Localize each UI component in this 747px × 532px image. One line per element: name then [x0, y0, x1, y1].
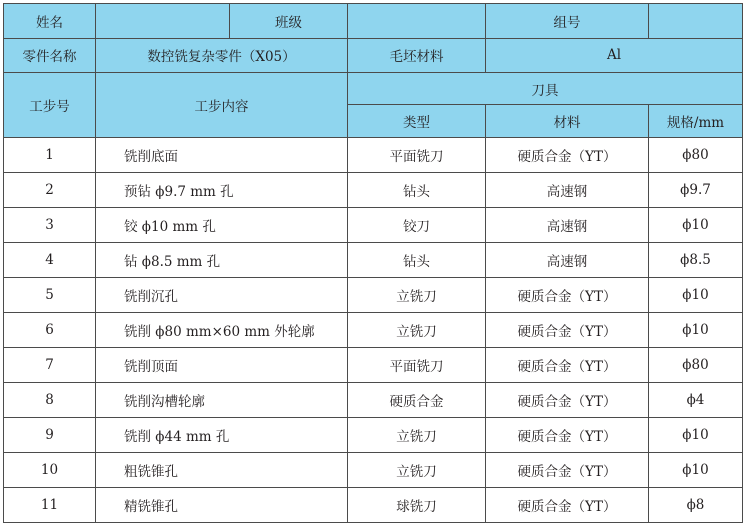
- col-tool-material: 材料: [486, 105, 649, 138]
- step-content-cell: 钻 ϕ8.5 mm 孔: [96, 243, 348, 278]
- table-row: [4, 418, 743, 453]
- table-row: [4, 383, 743, 418]
- table-row: [4, 313, 743, 348]
- step-content-cell: 铣削沟槽轮廓: [96, 383, 348, 418]
- blank-material-label: 毛坯材料: [348, 38, 486, 73]
- tool-spec-cell: ϕ10: [649, 208, 743, 243]
- step-content-cell: 精铣锥孔: [96, 488, 348, 523]
- tool-spec-cell: ϕ10: [649, 418, 743, 453]
- tool-material-cell: 硬质合金（YT）: [486, 383, 649, 418]
- table-row: [4, 208, 743, 243]
- tool-type-cell: 钻头: [348, 243, 486, 278]
- table-row: [4, 173, 743, 208]
- tool-material-cell: 硬质合金（YT）: [486, 348, 649, 383]
- tool-type-cell: 钻头: [348, 173, 486, 208]
- process-table: [3, 3, 743, 523]
- step-no-cell: 2: [4, 173, 96, 208]
- table-row: [4, 348, 743, 383]
- tool-spec-cell: ϕ80: [649, 138, 743, 173]
- col-tool-type: 类型: [348, 105, 486, 138]
- table-row: [4, 138, 743, 173]
- tool-material-cell: 硬质合金（YT）: [486, 453, 649, 488]
- col-tool-spec: 规格/mm: [649, 105, 743, 138]
- tool-spec-cell: ϕ10: [649, 453, 743, 488]
- step-content-cell: 铣削 ϕ80 mm×60 mm 外轮廓: [96, 313, 348, 348]
- step-content-cell: 铣削底面: [96, 138, 348, 173]
- tool-type-cell: 球铣刀: [348, 488, 486, 523]
- part-info-row: [4, 38, 743, 73]
- class-label: 班级: [230, 4, 348, 39]
- tool-spec-cell: ϕ10: [649, 278, 743, 313]
- name-field[interactable]: [96, 4, 230, 39]
- blank-material-value: Al: [486, 38, 743, 73]
- tool-spec-cell: ϕ10: [649, 313, 743, 348]
- table-row: [4, 243, 743, 278]
- table-row: [4, 453, 743, 488]
- step-content-cell: 铣削沉孔: [96, 278, 348, 313]
- tool-material-cell: 硬质合金（YT）: [486, 138, 649, 173]
- tool-spec-cell: ϕ9.7: [649, 173, 743, 208]
- col-tool-group: 刀具: [348, 73, 743, 105]
- table-row: [4, 278, 743, 313]
- tool-type-cell: 立铣刀: [348, 278, 486, 313]
- part-name-label: 零件名称: [4, 38, 96, 73]
- tool-spec-cell: ϕ80: [649, 348, 743, 383]
- tool-type-cell: 平面铣刀: [348, 138, 486, 173]
- tool-material-cell: 硬质合金（YT）: [486, 278, 649, 313]
- table-row: [4, 488, 743, 523]
- step-no-cell: 1: [4, 138, 96, 173]
- tool-material-cell: 硬质合金（YT）: [486, 313, 649, 348]
- tool-type-cell: 平面铣刀: [348, 348, 486, 383]
- step-content-cell: 粗铣锥孔: [96, 453, 348, 488]
- step-no-cell: 5: [4, 278, 96, 313]
- tool-material-cell: 高速钢: [486, 208, 649, 243]
- step-no-cell: 9: [4, 418, 96, 453]
- tool-material-cell: 高速钢: [486, 243, 649, 278]
- tool-type-cell: 立铣刀: [348, 453, 486, 488]
- class-field[interactable]: [348, 4, 486, 39]
- student-info-row: [4, 4, 743, 39]
- step-no-cell: 4: [4, 243, 96, 278]
- step-no-cell: 10: [4, 453, 96, 488]
- step-content-cell: 铣削顶面: [96, 348, 348, 383]
- tool-spec-cell: ϕ8.5: [649, 243, 743, 278]
- group-field[interactable]: [649, 4, 743, 39]
- step-content-cell: 预钻 ϕ9.7 mm 孔: [96, 173, 348, 208]
- step-rows: [4, 138, 743, 523]
- col-step-no: 工步号: [4, 73, 96, 138]
- tool-material-cell: 高速钢: [486, 173, 649, 208]
- tool-type-cell: 铰刀: [348, 208, 486, 243]
- step-no-cell: 7: [4, 348, 96, 383]
- step-content-cell: 铣削 ϕ44 mm 孔: [96, 418, 348, 453]
- step-no-cell: 6: [4, 313, 96, 348]
- tool-material-cell: 硬质合金（YT）: [486, 488, 649, 523]
- tool-type-cell: 硬质合金: [348, 383, 486, 418]
- name-label: 姓名: [4, 4, 96, 39]
- column-header-row-1: [4, 73, 743, 105]
- tool-spec-cell: ϕ8: [649, 488, 743, 523]
- part-name-value: 数控铣复杂零件（X05）: [96, 38, 348, 73]
- step-no-cell: 11: [4, 488, 96, 523]
- tool-type-cell: 立铣刀: [348, 418, 486, 453]
- group-label: 组号: [486, 4, 649, 39]
- step-no-cell: 3: [4, 208, 96, 243]
- step-content-cell: 铰 ϕ10 mm 孔: [96, 208, 348, 243]
- step-no-cell: 8: [4, 383, 96, 418]
- tool-material-cell: 硬质合金（YT）: [486, 418, 649, 453]
- tool-spec-cell: ϕ4: [649, 383, 743, 418]
- tool-type-cell: 立铣刀: [348, 313, 486, 348]
- col-step-content: 工步内容: [96, 73, 348, 138]
